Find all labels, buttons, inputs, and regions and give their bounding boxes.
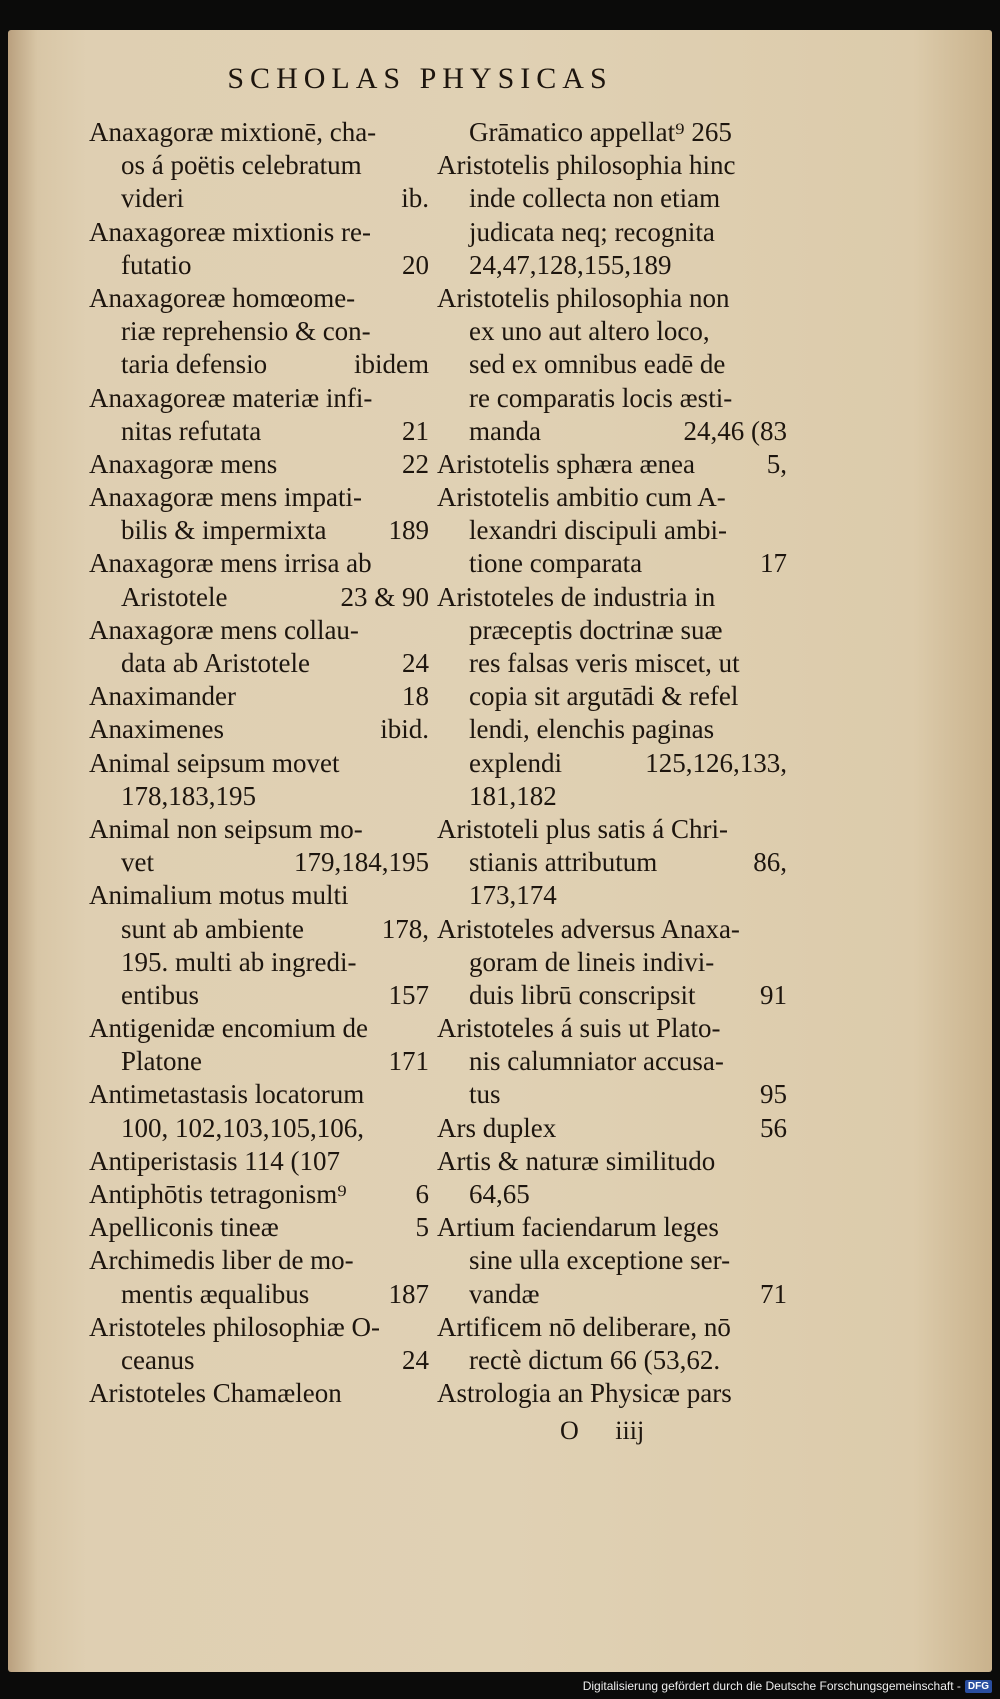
entry-page-ref: 178, <box>381 913 429 944</box>
entry-text: rectè dictum 66 (53,62. <box>469 1344 721 1375</box>
index-entry-line <box>89 1377 429 1410</box>
entry-text: Artium faciendarum leges <box>437 1212 719 1243</box>
entry-text: Anaxagoræ mens irrisa ab <box>89 548 372 579</box>
entry-page-ref: ibidem <box>354 349 429 380</box>
entry-text: entibus <box>121 979 199 1010</box>
index-entry-line <box>437 879 787 912</box>
entry-text: explendi <box>469 747 562 778</box>
entry-text: Artificem nō deliberare, nō <box>437 1311 731 1342</box>
index-entry-line <box>437 647 787 680</box>
entry-text: 173,174 <box>469 880 557 911</box>
entry-page-ref: 71 <box>760 1278 787 1309</box>
entry-text: lexandri discipuli ambi- <box>469 515 727 546</box>
entry-page-ref: 6 <box>415 1179 429 1209</box>
index-entry-line <box>437 149 787 182</box>
index-entry-line <box>437 780 787 813</box>
entry-page-ref: 157 <box>388 979 429 1010</box>
index-entry-line <box>437 680 787 713</box>
index-entry-line <box>89 1244 429 1277</box>
entry-text: 195. multi ab ingredi- <box>121 946 357 977</box>
entry-text: Artis & naturæ similitudo <box>437 1145 716 1176</box>
digitization-credit <box>583 1679 992 1693</box>
index-entry-line <box>437 913 787 946</box>
entry-text: tione comparata <box>469 548 643 579</box>
index-entry-line <box>437 547 787 580</box>
index-entry-line <box>89 249 429 282</box>
entry-text: futatio <box>121 249 192 280</box>
entry-text: sunt ab ambiente <box>121 913 304 944</box>
credit-text: Digitalisierung gefördert durch die Deutsche Forschungsgemeinschaft - <box>582 1679 961 1693</box>
index-entry-line <box>437 614 787 647</box>
entry-text: Anaxagoræ mens <box>89 448 278 479</box>
index-entry-line <box>89 946 429 979</box>
entry-text: Aristoteles philosophiæ O- <box>89 1311 380 1342</box>
index-entry-line <box>89 1078 429 1111</box>
index-entry-line <box>89 481 429 514</box>
index-entry-line <box>437 282 787 315</box>
entry-text: Antigenidæ encomium de <box>89 1013 368 1044</box>
entry-text: Aristoteles adversus Anaxa- <box>437 913 740 944</box>
index-entry-line <box>89 315 429 348</box>
index-entry-line <box>437 1178 787 1211</box>
index-entry-line <box>437 1078 787 1111</box>
index-entry-line <box>89 913 429 946</box>
index-entry-line <box>437 946 787 979</box>
entry-text: Aristoteles de industria in <box>437 581 716 612</box>
entry-page-ref: ibid. <box>380 714 429 745</box>
index-entry-line <box>89 448 429 481</box>
index-entry-line <box>89 1112 429 1145</box>
index-entry-line <box>89 1311 429 1344</box>
entry-text: Antiperistasis 114 (107 <box>89 1145 340 1176</box>
index-entry-line <box>437 116 787 149</box>
entry-text: bilis & impermixta <box>121 515 327 546</box>
index-entry-line <box>89 647 429 680</box>
index-entry-line <box>437 747 787 780</box>
entry-text: manda <box>469 415 541 446</box>
entry-text: Animal seipsum movet <box>89 747 340 778</box>
entry-text: 64,65 <box>469 1179 530 1209</box>
entry-text: riæ reprehensio & con- <box>121 316 371 347</box>
entry-page-ref: 56 <box>760 1112 787 1143</box>
entry-text: duis librū conscripsit <box>469 979 696 1010</box>
index-entry-line <box>437 216 787 249</box>
index-entry-line <box>89 879 429 912</box>
entry-text: 181,182 <box>469 780 557 811</box>
entry-text: Anaxagoreæ materiæ infi- <box>89 382 373 413</box>
entry-page-ref: 179,184,195 <box>294 847 429 878</box>
index-entry-line <box>437 182 787 215</box>
index-entry-line <box>437 1278 787 1311</box>
entry-text: Aristotelis ambitio cum A- <box>437 482 726 513</box>
entry-text: re comparatis locis æsti- <box>469 382 733 413</box>
entry-page-ref: 21 <box>402 415 429 446</box>
entry-page-ref: 86, <box>753 847 787 878</box>
entry-text: tus <box>469 1079 501 1110</box>
index-entry-line <box>437 1045 787 1078</box>
entry-page-ref: 23 & 90 <box>340 581 429 612</box>
entry-text: mentis æqualibus <box>121 1278 310 1309</box>
index-entry-line <box>437 514 787 547</box>
index-entry-line <box>89 979 429 1012</box>
entry-text: Aristoteli plus satis á Chri- <box>437 813 728 844</box>
entry-text: res falsas veris miscet, ut <box>469 648 740 678</box>
entry-text: vandæ <box>469 1278 540 1309</box>
entry-text: stianis attributum <box>469 847 658 878</box>
entry-text: sine ulla exceptione ser- <box>469 1245 731 1276</box>
index-entry-line <box>89 1045 429 1078</box>
entry-page-ref: 95 <box>760 1079 787 1110</box>
entry-text: videri <box>121 183 184 214</box>
index-entry-line <box>89 282 429 315</box>
index-entry-line <box>89 1178 429 1211</box>
index-entry-line <box>89 149 429 182</box>
entry-text: 178,183,195 <box>121 780 256 811</box>
index-entry-line <box>437 1211 787 1244</box>
entry-text: copia sit argutādi & refel <box>469 681 739 712</box>
index-entry-line <box>89 415 429 448</box>
entry-text: Anaximenes <box>89 714 224 745</box>
entry-text: Grāmatico appellat⁹ 265 <box>469 117 732 147</box>
entry-text: Aristoteles á suis ut Plato- <box>437 1013 721 1044</box>
entry-text: Ars duplex <box>437 1112 557 1143</box>
index-entry-line <box>89 581 429 614</box>
entry-page-ref: 24 <box>402 648 429 678</box>
entry-page-ref: 125,126,133, <box>645 747 787 778</box>
entry-text: inde collecta non etiam <box>469 183 721 214</box>
entry-text: Apelliconis tineæ <box>89 1212 279 1243</box>
entry-text: Aristotelis philosophia non <box>437 282 730 313</box>
entry-text: nis calumniator accusa- <box>469 1046 724 1077</box>
index-entry-line <box>437 1012 787 1045</box>
index-column-left <box>89 116 429 1410</box>
index-entry-line <box>437 713 787 746</box>
entry-page-ref: 18 <box>402 681 429 712</box>
entry-text: vet <box>121 847 154 878</box>
entry-text: Animal non seipsum mo- <box>89 813 363 844</box>
index-entry-line <box>89 382 429 415</box>
entry-text: ex uno aut altero loco, <box>469 316 710 347</box>
entry-text: data ab Aristotele <box>121 648 310 678</box>
entry-page-ref: 187 <box>388 1278 429 1309</box>
index-entry-line <box>437 315 787 348</box>
index-entry-line <box>437 382 787 415</box>
entry-text: nitas refutata <box>121 415 262 446</box>
index-entry-line <box>437 448 787 481</box>
index-entry-line <box>437 581 787 614</box>
entry-page-ref: 22 <box>402 448 429 479</box>
index-entry-line <box>89 1278 429 1311</box>
entry-page-ref: 24,46 (83 <box>683 415 787 446</box>
entry-text: goram de lineis indivi- <box>469 946 715 977</box>
index-entry-line <box>89 747 429 780</box>
index-entry-line <box>437 979 787 1012</box>
entry-text: Aristoteles Chamæleon <box>89 1378 342 1409</box>
entry-text: judicata neq; recognita <box>469 216 715 247</box>
entry-text: Aristotele <box>121 581 228 612</box>
running-header: SCHOLAS PHYSICAS <box>227 62 613 95</box>
index-entry-line <box>89 680 429 713</box>
index-entry-line <box>437 1112 787 1145</box>
entry-text: Antiphōtis tetragonism⁹ <box>89 1179 347 1209</box>
index-entry-line <box>437 415 787 448</box>
index-entry-line <box>89 547 429 580</box>
entry-text: Platone <box>121 1046 202 1077</box>
index-entry-line <box>437 813 787 846</box>
entry-text: Anaxagoræ mixtionē, cha- <box>89 117 377 147</box>
entry-text: 100, 102,103,105,106, <box>121 1112 364 1143</box>
entry-page-ref: 5 <box>415 1212 429 1243</box>
entry-page-ref: 171 <box>388 1046 429 1077</box>
entry-text: Anaxagoræ mens collau- <box>89 614 359 645</box>
index-entry-line <box>437 249 787 282</box>
entry-text: Anaxagoræ mens impati- <box>89 482 362 513</box>
index-entry-line <box>437 846 787 879</box>
index-entry-line <box>89 1145 429 1178</box>
entry-text: Antimetastasis locatorum <box>89 1079 365 1110</box>
entry-text: lendi, elenchis paginas <box>469 714 715 745</box>
index-entry-line <box>89 846 429 879</box>
entry-page-ref: ib. <box>401 183 429 214</box>
dfg-logo: DFG <box>965 1680 992 1693</box>
entry-text: os á poëtis celebratum <box>121 150 362 181</box>
entry-page-ref: 17 <box>760 548 787 579</box>
entry-page-ref: 189 <box>388 515 429 546</box>
entry-text: 24,47,128,155,189 <box>469 249 672 280</box>
index-entry-line <box>437 348 787 381</box>
index-entry-line <box>89 348 429 381</box>
entry-page-ref: 20 <box>402 249 429 280</box>
index-entry-line <box>437 1244 787 1277</box>
index-entry-line <box>437 481 787 514</box>
index-entry-line <box>89 1344 429 1377</box>
entry-text: Archimedis liber de mo- <box>89 1245 354 1276</box>
signature-mark: O iiij <box>560 1416 645 1445</box>
entry-text: Animalium motus multi <box>89 880 349 911</box>
index-entry-line <box>437 1311 787 1344</box>
index-entry-line <box>89 1012 429 1045</box>
index-entry-line <box>89 216 429 249</box>
index-column-right <box>437 116 787 1410</box>
entry-text: Astrologia an Physicæ pars <box>437 1378 732 1409</box>
index-entry-line <box>89 514 429 547</box>
entry-text: Anaxagoreæ homœome- <box>89 282 356 313</box>
entry-text: Anaximander <box>89 681 236 712</box>
entry-page-ref: 91 <box>760 979 787 1010</box>
entry-text: Anaxagoreæ mixtionis re- <box>89 216 371 247</box>
index-entry-line <box>437 1377 787 1410</box>
entry-text: sed ex omnibus eadē de <box>469 349 726 380</box>
index-entry-line <box>89 780 429 813</box>
index-entry-line <box>89 1211 429 1244</box>
index-entry-line <box>89 813 429 846</box>
index-entry-line <box>89 614 429 647</box>
entry-text: Aristotelis philosophia hinc <box>437 150 736 181</box>
entry-text: præceptis doctrinæ suæ <box>469 614 723 645</box>
entry-page-ref: 24 <box>402 1344 429 1375</box>
index-entry-line <box>437 1344 787 1377</box>
entry-page-ref: 5, <box>766 448 787 479</box>
entry-text: taria defensio <box>121 349 268 380</box>
entry-text: ceanus <box>121 1344 195 1375</box>
entry-text: Aristotelis sphæra ænea <box>437 448 695 479</box>
index-entry-line <box>437 1145 787 1178</box>
index-entry-line <box>89 116 429 149</box>
index-entry-line <box>89 182 429 215</box>
index-entry-line <box>89 713 429 746</box>
